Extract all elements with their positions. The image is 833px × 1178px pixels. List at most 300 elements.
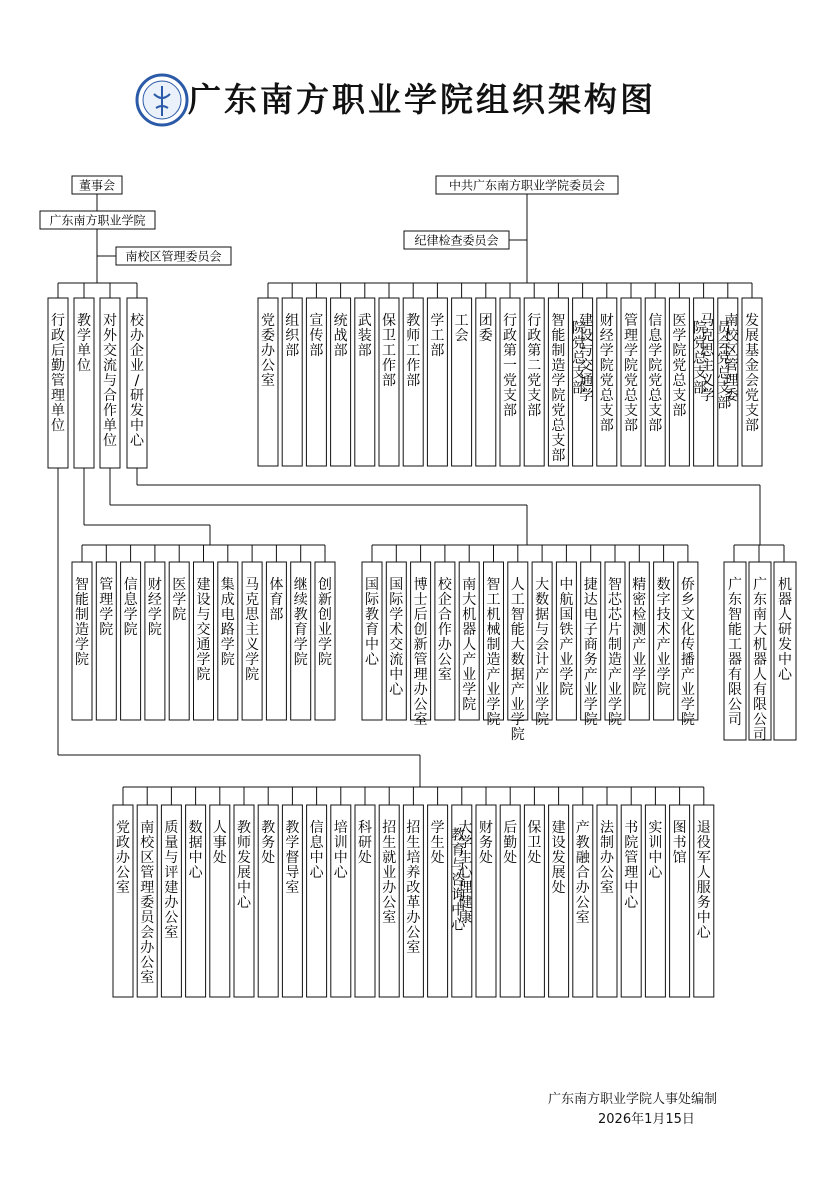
teaching-unit-1-char: 学 [99,607,114,623]
admin-unit-1-char: 南 [140,820,155,836]
exchange-unit-2-char: 办 [413,682,428,698]
exchange-unit-2-char: 公 [413,697,428,713]
party-branch-6-char: 教 [406,313,421,329]
party-branch-20-char: 金 [745,358,759,374]
enterprise-unit-0-char: 广 [728,577,742,593]
teaching-unit-5-char: 设 [196,592,211,608]
admin-unit-2-char: 与 [164,850,179,866]
college-box [40,211,155,229]
enterprise-unit-0-char: 限 [728,682,742,698]
admin-unit-13-char: 处 [430,850,445,866]
admin-unit-19-char: 办 [575,880,590,896]
unit-box-0-char: 单 [51,403,65,419]
admin-unit-12-char: 室 [406,940,421,956]
admin-unit-21-char: 理 [624,865,639,881]
teaching-unit-5-char: 院 [196,667,211,683]
admin-unit-18-char: 建 [551,820,566,836]
party-branch-18-char: 院 [693,320,707,337]
party-branch-19-char: 理 [724,373,739,389]
exchange-unit-7-char: 与 [535,622,550,638]
teaching-unit-9-char: 学 [293,637,308,653]
teaching-unit-1-char: 理 [99,592,114,608]
party-branch-12 [548,298,568,466]
exchange-unit-8-char: 铁 [559,622,574,638]
unit-box-2-char: 交 [103,343,117,359]
admin-unit-1-char: 员 [140,910,155,926]
admin-unit-16-char: 后 [503,820,518,836]
party-branch-12-char: 制 [551,343,566,359]
admin-unit-8-char: 中 [309,850,324,866]
teaching-unit-3-char: 学 [147,607,162,623]
teaching-unit-8-char: 部 [269,607,284,623]
exchange-unit-11-char: 检 [632,607,647,623]
enterprise-unit-2-char: 心 [778,667,792,683]
board-box [72,176,122,194]
party-branch-14-char: 经 [599,328,614,344]
exchange-unit-6-char: 数 [510,652,525,668]
party-branch-11-char: 支 [527,388,542,404]
page-title: 广东南方职业学院组织架构图 [188,80,656,119]
enterprise-unit-1-char: 东 [753,592,767,608]
party-branch-17-char: 支 [672,388,687,404]
exchange-unit-6-char: 智 [510,607,525,623]
teaching-unit-6-char: 学 [220,637,235,653]
exchange-unit-9 [581,562,601,728]
admin-unit-19-char: 产 [575,820,590,836]
party-branch-10-char: 一 [503,358,517,374]
exchange-unit-7-char: 院 [535,712,550,728]
enterprise-unit-1-char: 南 [753,607,767,623]
party-branch-6-char: 工 [406,343,421,359]
admin-unit-1-char: 管 [140,865,155,881]
teaching-unit-5-char: 学 [196,652,211,668]
exchange-unit-13-char: 文 [680,607,695,623]
unit-box-3-char: 企 [130,343,144,359]
exchange-unit-4-char: 学 [462,682,477,698]
teaching-unit-4-char: 学 [172,592,187,608]
teaching-unit-2 [121,562,141,720]
unit-box-0-char: 勤 [51,358,65,374]
college-box-label: 广东南方职业学院 [49,213,146,228]
admin-unit-18-char: 展 [551,865,566,881]
admin-unit-5-char: 展 [237,865,251,881]
teaching-unit-10 [315,562,335,720]
exchange-unit-8-char: 业 [559,652,574,668]
unit-box-3-char: 校 [130,313,144,329]
party-branch-7-char: 工 [430,328,445,344]
exchange-unit-9-char: 达 [583,592,598,608]
party-branch-19-char: 南 [724,313,739,329]
party-branch-16-char: 学 [648,343,663,359]
exchange-unit-8-char: 国 [559,607,574,623]
party-branch-17-char: 部 [672,403,687,419]
unit-box-1-char: 学 [77,328,91,344]
exchange-unit-8-char: 中 [559,577,574,593]
exchange-unit-5-char: 院 [486,712,501,728]
party-branch-2-char: 传 [309,328,324,344]
teaching-unit-10-char: 新 [318,592,332,608]
exchange-unit-1-char: 交 [389,637,404,653]
admin-unit-10-char: 研 [358,835,372,851]
party-branch-3-char: 战 [333,328,348,344]
teaching-unit-9-char: 育 [293,622,308,638]
party-branch-18-char: 克 [700,328,715,344]
admin-unit-19 [573,805,593,997]
admin-unit-12 [403,805,423,997]
admin-unit-5-char: 师 [237,835,251,851]
party-branch-13-char: 与 [579,343,594,359]
exchange-unit-12-char: 字 [656,592,671,608]
exchange-unit-13-char: 侨 [680,577,695,593]
exchange-unit-2 [411,562,431,728]
exchange-unit-7-char: 学 [535,697,550,713]
teaching-unit-2-char: 息 [123,592,138,608]
exchange-unit-6-char: 产 [510,682,525,698]
exchange-unit-3-char: 企 [437,592,452,608]
party-branch-12-char: 总 [551,418,566,434]
unit-box-2-char: 对 [103,313,117,329]
admin-unit-8-char: 心 [309,865,324,881]
party-branch-19-char: 部 [717,395,732,412]
admin-unit-22-char: 实 [648,820,663,836]
enterprise-unit-0-char: 智 [728,607,742,623]
admin-unit-14-char: 心 [451,917,466,934]
exchange-unit-0-char: 心 [365,652,379,668]
exchange-unit-11-char: 产 [632,637,647,653]
admin-unit-4-char: 人 [212,820,227,836]
exchange-unit-6-char: 院 [510,727,525,743]
unit-box-1 [74,298,94,468]
enterprise-unit-1 [749,562,771,743]
exchange-unit-6-char: 人 [510,577,525,593]
unit-box-0 [48,298,68,468]
exchange-unit-8-char: 学 [559,667,574,683]
party-branch-12-char: 能 [551,328,566,344]
teaching-unit-10-char: 学 [318,637,332,653]
exchange-unit-12-char: 业 [656,652,671,668]
exchange-unit-9-char: 院 [583,712,598,728]
teaching-unit-2-char: 信 [123,577,138,593]
admin-unit-14-char: 询 [451,887,466,904]
admin-unit-19-char: 教 [575,835,590,851]
exchange-unit-5-char: 产 [486,667,501,683]
party-branch-20-char: 展 [745,328,759,344]
unit-box-1-char: 教 [77,313,91,329]
teaching-unit-4 [169,562,189,720]
party-branch-14-char: 部 [599,418,614,434]
exchange-unit-3-char: 合 [437,607,452,623]
admin-unit-6-char: 务 [261,835,276,851]
exchange-unit-5-char: 造 [486,652,501,668]
party-branch-12-char: 院 [551,388,566,404]
admin-unit-13 [428,805,448,997]
party-branch-18-char: 总 [693,350,707,367]
discipline-box [404,231,509,249]
party-branch-20-char: 基 [745,343,759,359]
teaching-unit-0-char: 学 [75,637,89,653]
admin-unit-5-char: 心 [237,895,251,911]
unit-box-2-char: 合 [103,388,117,404]
exchange-unit-10-char: 芯 [608,607,622,623]
admin-unit-7-char: 导 [285,865,300,881]
exchange-unit-3 [435,562,455,720]
exchange-unit-4-char: 机 [462,607,477,623]
exchange-unit-9-char: 电 [583,607,598,623]
teaching-unit-5-char: 交 [196,622,211,638]
admin-unit-14-char: 咨 [451,872,466,889]
admin-unit-5-char: 教 [237,820,251,836]
admin-unit-16 [500,805,520,997]
admin-unit-23-char: 图 [672,820,687,836]
exchange-unit-1-char: 术 [389,622,404,638]
party-branch-13-char: 党 [572,335,586,352]
party-branch-10-char: 第 [503,343,517,359]
party-branch-6-char: 作 [406,358,421,374]
party-branch-3-char: 统 [333,313,348,329]
admin-unit-24-char: 务 [696,895,711,911]
admin-unit-15-char: 务 [479,835,493,851]
party-branch-13-char: 通 [579,373,594,389]
party-branch-16 [645,298,665,466]
teaching-unit-6 [218,562,238,720]
board-box-label: 董事会 [78,178,116,193]
enterprise-unit-0-char: 能 [728,622,742,638]
exchange-unit-13-char: 产 [680,667,695,683]
admin-unit-14-char: 中 [451,902,466,919]
teaching-unit-6-char: 集 [220,577,235,593]
admin-unit-15-char: 处 [479,850,493,866]
teaching-unit-7-char: 马 [245,577,260,593]
exchange-unit-13-char: 乡 [680,592,695,608]
admin-unit-13-char: 生 [430,835,445,851]
admin-unit-7-char: 督 [285,850,300,866]
party-branch-0-char: 室 [261,373,275,389]
party-branch-13-char: 学 [579,388,594,404]
exchange-unit-10-char: 智 [608,577,622,593]
teaching-unit-10-char: 创 [318,607,332,623]
admin-unit-17-char: 处 [527,850,542,866]
party-branch-4-char: 部 [357,343,372,359]
exchange-unit-10-char: 业 [608,682,622,698]
party-branch-19-char: 管 [724,358,739,374]
enterprise-unit-1-char: 人 [753,667,767,683]
party-branch-1 [282,298,302,466]
teaching-unit-9-char: 继 [293,577,308,593]
teaching-unit-2-char: 院 [123,622,138,638]
enterprise-unit-1-char: 公 [753,712,767,728]
unit-box-0-char: 位 [51,418,65,434]
party-branch-16-char: 信 [648,313,663,329]
teaching-unit-0-char: 制 [75,607,89,623]
enterprise-unit-1-char: 有 [753,682,767,698]
party-branch-4 [355,298,375,466]
admin-unit-8-char: 信 [309,820,324,836]
exchange-unit-10-char: 学 [608,697,622,713]
exchange-unit-12-char: 院 [656,682,671,698]
party-branch-13-char: 设 [579,328,594,344]
exchange-unit-9-char: 学 [583,697,598,713]
party-branch-12-char: 学 [551,373,566,389]
party-branch-15-char: 管 [624,313,638,329]
teaching-unit-9-char: 院 [293,652,308,668]
admin-unit-2 [161,805,181,997]
admin-unit-24-char: 人 [696,865,711,881]
exchange-unit-0-char: 际 [365,592,379,608]
party-branch-0-char: 公 [261,358,275,374]
admin-unit-17-char: 保 [527,820,542,836]
admin-unit-14-char: 大 [458,820,473,836]
admin-unit-4 [210,805,230,997]
exchange-unit-13-char: 业 [680,682,695,698]
admin-unit-24 [694,805,714,997]
party-branch-7 [427,298,447,466]
admin-unit-23 [670,805,690,997]
exchange-unit-5-char: 工 [486,592,501,608]
exchange-unit-4-char: 人 [462,637,477,653]
exchange-unit-12-char: 术 [656,622,671,638]
party-branch-16-char: 部 [648,418,663,434]
party-branch-15-char: 支 [624,403,638,419]
exchange-unit-12-char: 产 [656,637,671,653]
unit-box-1-char: 位 [77,358,91,374]
exchange-unit-9-char: 业 [583,682,598,698]
teaching-unit-4-char: 医 [172,577,187,593]
admin-unit-19-char: 合 [575,865,590,881]
discipline-box-label: 纪律检查委员会 [414,233,499,248]
exchange-unit-12-char: 技 [656,607,671,623]
exchange-unit-12-char: 学 [656,667,671,683]
admin-unit-12-char: 改 [406,880,421,896]
exchange-unit-10-char: 院 [608,712,622,728]
party-branch-19 [717,298,739,466]
exchange-unit-5-char: 机 [486,607,501,623]
admin-unit-19-char: 室 [575,910,590,926]
party-branch-18 [693,298,715,466]
admin-unit-3-char: 中 [188,850,203,866]
teaching-unit-9-char: 教 [293,607,308,623]
party-branch-20-char: 部 [745,418,759,434]
admin-unit-8 [307,805,327,997]
admin-unit-23-char: 书 [672,835,687,851]
admin-unit-12-char: 培 [406,850,421,866]
party-branch-17-char: 总 [672,373,687,389]
admin-unit-0-char: 办 [116,850,130,866]
exchange-unit-12 [654,562,674,720]
admin-unit-14-char: 理 [458,880,473,896]
exchange-unit-7-char: 业 [535,682,550,698]
teaching-unit-0-char: 院 [75,652,89,668]
teaching-unit-10-char: 创 [318,577,332,593]
teaching-unit-7-char: 主 [245,622,260,638]
party-branch-13-char: 部 [572,380,586,397]
admin-unit-23-char: 馆 [672,850,687,866]
teaching-unit-3-char: 经 [147,592,162,608]
exchange-unit-10-char: 造 [608,652,622,668]
unit-box-0-char: 理 [51,388,65,404]
party-branch-1-char: 组 [285,313,300,329]
exchange-unit-3-char: 办 [437,637,452,653]
enterprise-unit-0-char: 司 [728,712,742,728]
exchange-unit-8-char: 院 [559,682,574,698]
party-branch-10-char: 政 [503,328,517,344]
admin-unit-22-char: 训 [648,835,663,851]
unit-box-2-char: 位 [103,433,117,449]
party-branch-18-char: 学 [700,388,715,404]
admin-unit-14-char: 心 [458,865,473,881]
party-branch-16-char: 息 [648,328,663,344]
party-branch-11-char: 第 [527,343,542,359]
party-branch-19-char: 校 [724,328,739,344]
admin-unit-12-char: 公 [406,925,421,941]
admin-unit-24-char: 退 [696,820,711,836]
teaching-unit-0-char: 能 [75,592,89,608]
exchange-unit-7-char: 大 [535,577,550,593]
admin-unit-16-char: 勤 [503,835,518,851]
party-branch-10-char: 部 [503,403,517,419]
exchange-unit-9-char: 产 [583,667,598,683]
teaching-unit-1-char: 院 [99,622,114,638]
party-branch-18-char: 党 [693,335,707,352]
exchange-unit-11-char: 测 [632,622,647,638]
exchange-unit-9-char: 务 [583,652,598,668]
admin-unit-9-char: 心 [333,865,348,881]
party-branch-2 [306,298,326,466]
party-branch-14-char: 学 [599,343,614,359]
exchange-unit-0-char: 教 [365,607,379,623]
party-branch-5-char: 作 [382,358,396,374]
party-branch-14-char: 支 [599,403,614,419]
party-branch-18-char: 马 [700,313,715,329]
footer-date: 2026年1月15日 [598,1112,695,1127]
admin-unit-24-char: 中 [696,910,711,926]
admin-unit-13-char: 学 [430,820,445,836]
party-branch-20-char: 会 [745,373,759,389]
unit-box-2-char: 外 [103,328,117,344]
admin-unit-15-char: 财 [479,820,493,836]
exchange-unit-1 [386,562,406,720]
party-branch-12-char: 智 [551,313,566,329]
admin-unit-5 [234,805,254,997]
exchange-unit-9-char: 子 [583,622,598,638]
teaching-unit-9-char: 续 [293,592,308,608]
admin-unit-24-char: 军 [696,850,711,866]
teaching-unit-8-char: 育 [269,592,284,608]
enterprise-unit-1-char: 大 [753,622,767,638]
exchange-unit-1-char: 流 [389,652,404,668]
admin-unit-6-char: 处 [261,850,276,866]
admin-unit-1-char: 会 [140,925,155,941]
party-branch-5 [379,298,399,466]
admin-unit-10 [355,805,375,997]
unit-box-3-char: 心 [130,433,144,449]
unit-box-2-char: 与 [103,373,117,389]
unit-box-0-char: 后 [51,343,65,359]
teaching-unit-5-char: 建 [196,577,211,593]
unit-box-3-char: 中 [130,418,144,434]
teaching-unit-6-char: 电 [220,607,235,623]
admin-unit-20-char: 室 [600,880,614,896]
teaching-unit-3 [145,562,165,720]
admin-unit-2-char: 室 [164,925,179,941]
enterprise-unit-0-char: 公 [728,697,742,713]
teaching-unit-6-char: 成 [220,592,235,608]
admin-unit-14-char: 康 [458,910,473,926]
exchange-unit-11-char: 密 [632,592,647,608]
party-branch-13-char: 交 [579,358,594,374]
footer-editor: 广东南方职业学院人事处编制 [548,1092,718,1107]
admin-unit-9 [331,805,351,997]
party-branch-13-char: 院 [572,320,586,337]
